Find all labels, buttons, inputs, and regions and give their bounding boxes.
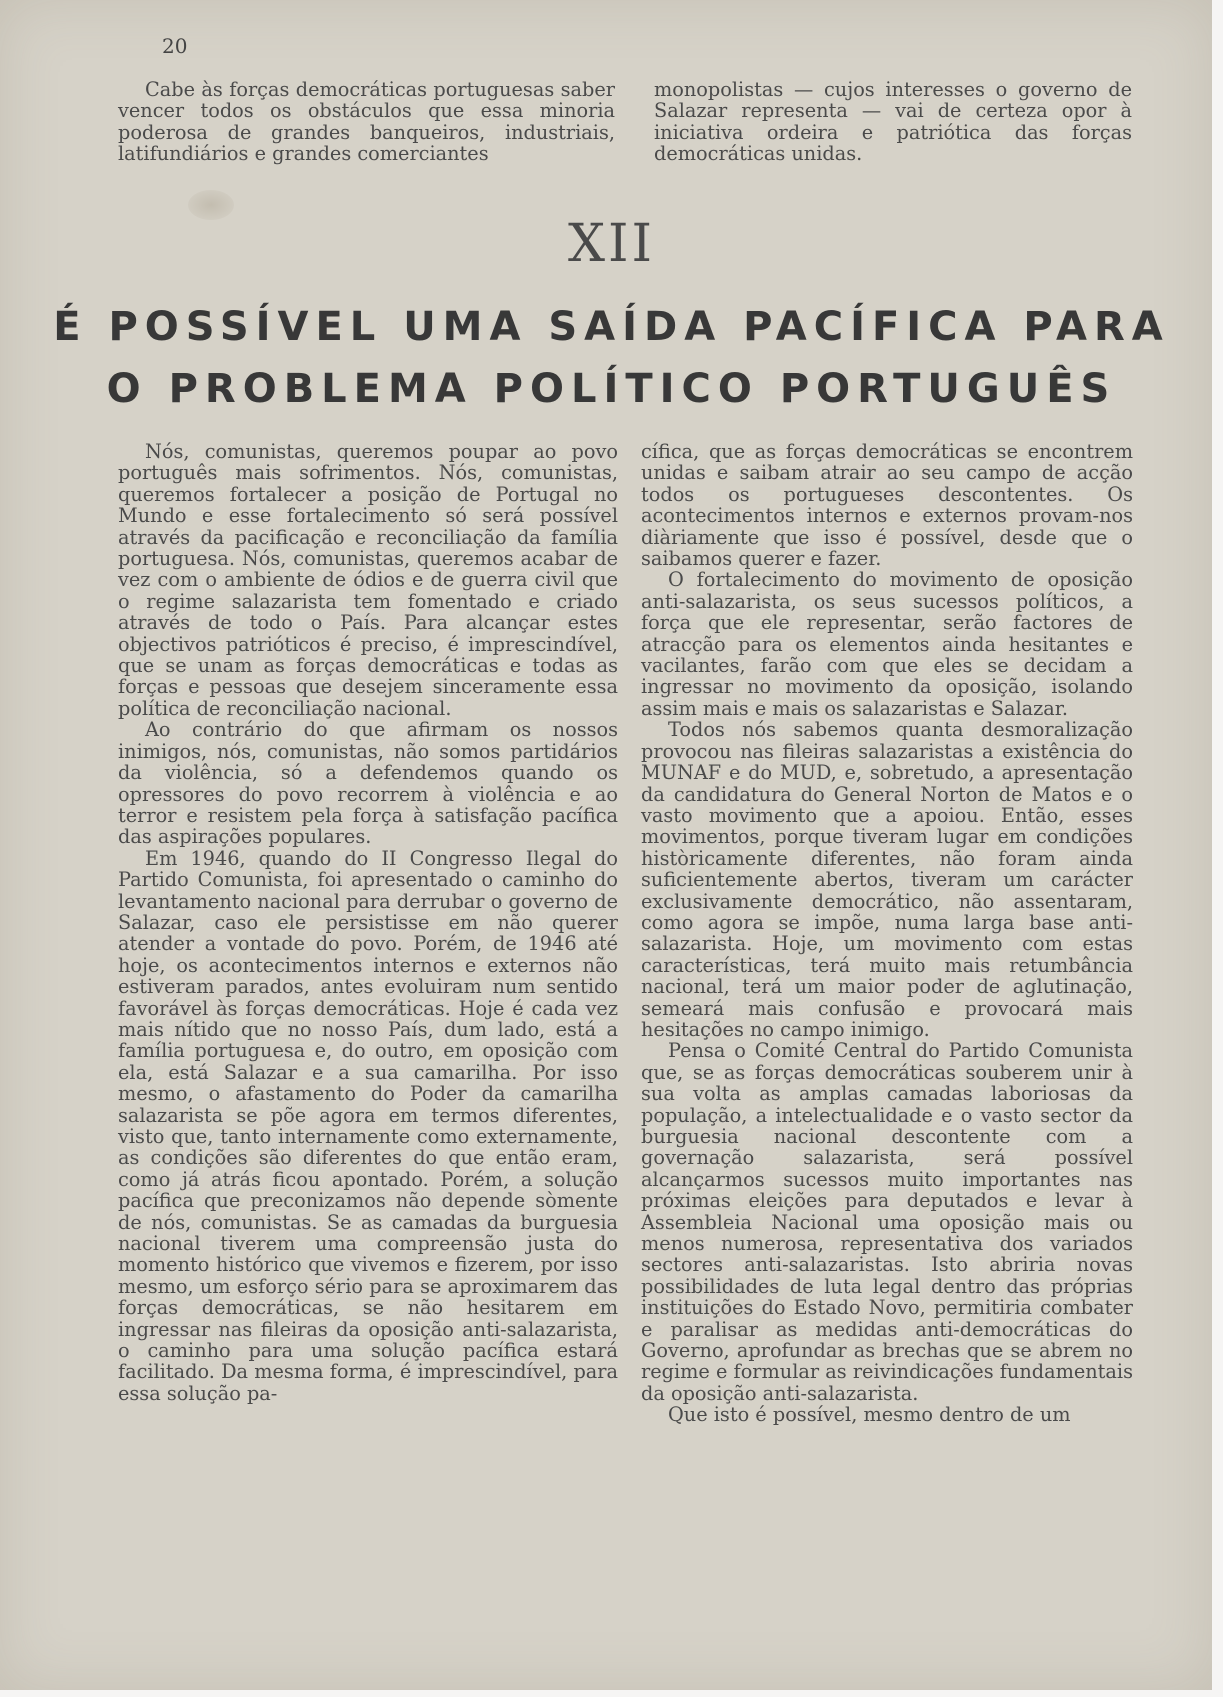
left-paragraph-1: Nós, comunistas, queremos poupar ao povo português mais sofrimentos. Nós, comunistas, queremos fortalecer a posição de Portugal no Mundo e esse fortalecimento só será possível através da pacificação e reconciliação da família portuguesa. Nós, comunistas, queremos acabar de vez com o ambiente de ódios e de guerra civil que o regime salazarista tem fomentado e criado através de todo o País. Para alcançar estes objectivos patrióticos é preciso, é imprescindível, que se unam as forças democráticas e todas as forças e pessoas que desejem sinceramente essa política de reconciliação nacional. bbox=[118, 440, 618, 720]
right-paragraph-1: cífica, que as forças democráticas se encontrem unidas e saibam atrair ao seu campo de acção todos os portugueses descontentes. Os acontecimentos internos e externos provam-nos diàriamente que isso é possível, desde que o saibamos querer e fazer. bbox=[641, 440, 1133, 571]
chapter-title-line-1: É POSSÍVEL UMA SAÍDA PACÍFICA PARA bbox=[53, 304, 1170, 350]
right-paragraph-4: Pensa o Comité Central do Partido Comunista que, se as forças democráticas souberem unir à sua volta as amplas camadas laboriosas da população, a intelectualidade e o vasto sector da burguesia nacional descontente com a governação salazarista, será possível alcançarmos sucessos muito importantes nas próximas eleições para deputados e levar à Assembleia Nacional uma oposição mais ou menos numerosa, representativa dos variados sectores anti-salazaristas. Isto abriria novas possibilidades de luta legal dentro das próprias instituições do Estado Novo, permitiria combater e paralisar as medidas anti-democráticas do Governo, aprofundar as brechas que se abrem no regime e formular as reivindicações fundamentais da oposição anti-salazarista. bbox=[641, 1039, 1133, 1405]
right-paragraph-5: Que isto é possível, mesmo dentro de um bbox=[668, 1403, 1071, 1427]
page-number: 20 bbox=[162, 34, 188, 58]
body-left-column bbox=[118, 441, 618, 1404]
intro-right-column bbox=[654, 79, 1132, 165]
body-right-column bbox=[641, 441, 1133, 1426]
right-paragraph-3: Todos nós sabemos quanta desmoralização provocou nas fileiras salazaristas a existência do MUNAF e do MUD, e, sobretudo, a apresentação da candidatura do General Norton de Matos e o vasto movimento que a apoiou. Então, esses movimentos, porque tiveram lugar em condições històricamente diferentes, não foram ainda suficientemente abertos, tiveram um carácter exclusivamente democrático, não assentaram, como agora se impõe, numa larga base anti-salazarista. Hoje, um movimento com estas características, terá muito mais retumbância nacional, terá um maior poder de aglutinação, semeará mais confusão e provocará mais hesitações no campo inimigo. bbox=[641, 718, 1133, 1041]
left-paragraph-3: Em 1946, quando do II Congresso Ilegal do Partido Comunista, foi apresentado o caminho do levantamento nacional para derrubar o governo de Salazar, caso ele persistisse em não querer atender a vontade do povo. Porém, de 1946 até hoje, os acontecimentos internos e externos não estiveram parados, antes evoluiram num sentido favorável às forças democráticas. Hoje é cada vez mais nítido que no nosso País, dum lado, está a família portuguesa e, do outro, em oposição com ela, está Salazar e a sua camarilha. Por isso mesmo, o afastamento do Poder da camarilha salazarista se põe agora em termos diferentes, visto que, tanto internamente como externamente, as condições são diferentes do que então eram, como já atrás ficou apontado. Porém, a solução pacífica que preconizamos não depende sòmente de nós, comunistas. Se as camadas da burguesia nacional tiverem uma compreensão justa do momento histórico que vivemos e fizerem, por isso mesmo, um esforço sério para se aproximarem das forças democráticas, se não hesitarem em ingressar nas fileiras da oposição anti-salazarista, o caminho para uma solução pacífica estará facilitado. Da mesma forma, é imprescindível, para essa solução pa- bbox=[118, 846, 618, 1405]
intro-left-column bbox=[118, 79, 615, 165]
left-paragraph-2: Ao contrário do que afirmam os nossos inimigos, nós, comunistas, não somos partidários da violência, só a defendemos quando os opressores do povo recorrem à violência e ao terror e resistem pela força à satisfação pacífica das aspirações populares. bbox=[118, 718, 618, 849]
chapter-numeral: XII bbox=[567, 214, 656, 274]
chapter-title-line-2: O PROBLEMA POLÍTICO PORTUGUÊS bbox=[106, 366, 1117, 412]
intro-left-paragraph: Cabe às forças democráticas portuguesas saber vencer todos os obstáculos que essa minoria poderosa de grandes banqueiros, industriais, latifundiários e grandes comerciantes bbox=[118, 78, 615, 166]
intro-right-paragraph: monopolistas — cujos interesses o governo de Salazar representa — vai de certeza opor à iniciativa ordeira e patriótica das forças democráticas unidas. bbox=[654, 78, 1132, 166]
right-paragraph-2: O fortalecimento do movimento de oposição anti-salazarista, os seus sucessos políticos, a força que ele representar, serão factores de atracção para os elementos ainda hesitantes e vacilantes, farão com que eles se decidam a ingressar no movimento da oposição, isolando assim mais e mais os salazaristas e Salazar. bbox=[641, 568, 1133, 720]
